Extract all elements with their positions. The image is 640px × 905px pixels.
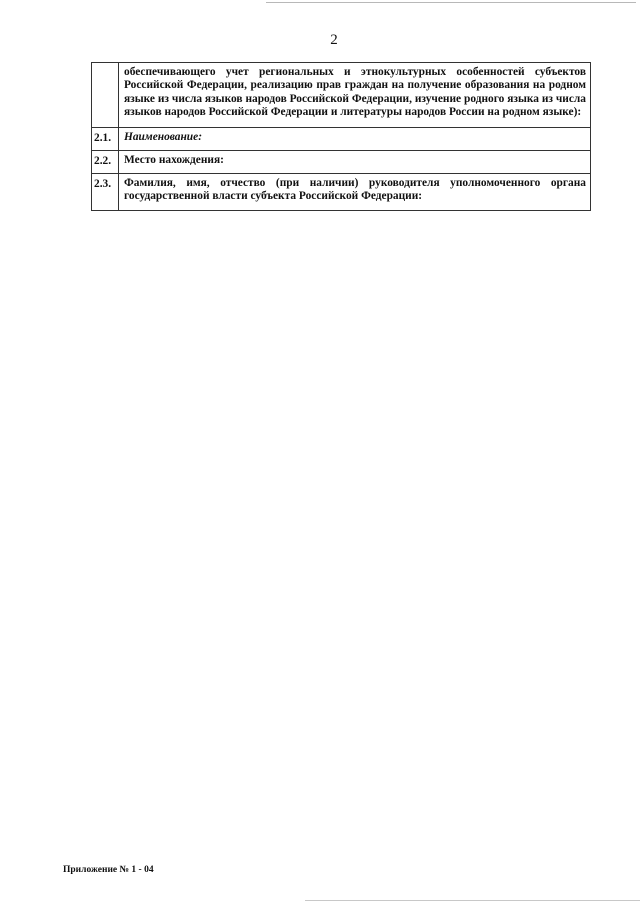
- row-text: Место нахождения:: [119, 151, 591, 174]
- row-text: Наименование:: [119, 128, 591, 151]
- form-table: [91, 62, 591, 211]
- row-number: 2.1.: [92, 128, 119, 151]
- table-row: [92, 151, 591, 174]
- page-number: 2: [330, 32, 338, 48]
- row-number: 2.2.: [92, 151, 119, 174]
- table-row: [92, 174, 591, 211]
- page-footer: Приложение № 1 - 04: [63, 865, 154, 875]
- row-number: 2.3.: [92, 174, 119, 211]
- row-number: [92, 63, 119, 128]
- scan-edge-line-bottom: [305, 900, 640, 901]
- scan-edge-line-top: [266, 2, 636, 3]
- row-text: Фамилия, имя, отчество (при наличии) руководителя уполномоченного органа государственной власти субъекта Российской Федерации:: [119, 174, 591, 211]
- table-row: [92, 128, 591, 151]
- table-row: [92, 63, 591, 128]
- row-text: обеспечивающего учет региональных и этнокультурных особенностей субъектов Российской Федерации, реализацию прав граждан на получение образования на родном языке из числа языков народов Российской Федерации, изучение родного языка из числа языков народов Российской Федерации и литературы народов России на родном языке):: [119, 63, 591, 128]
